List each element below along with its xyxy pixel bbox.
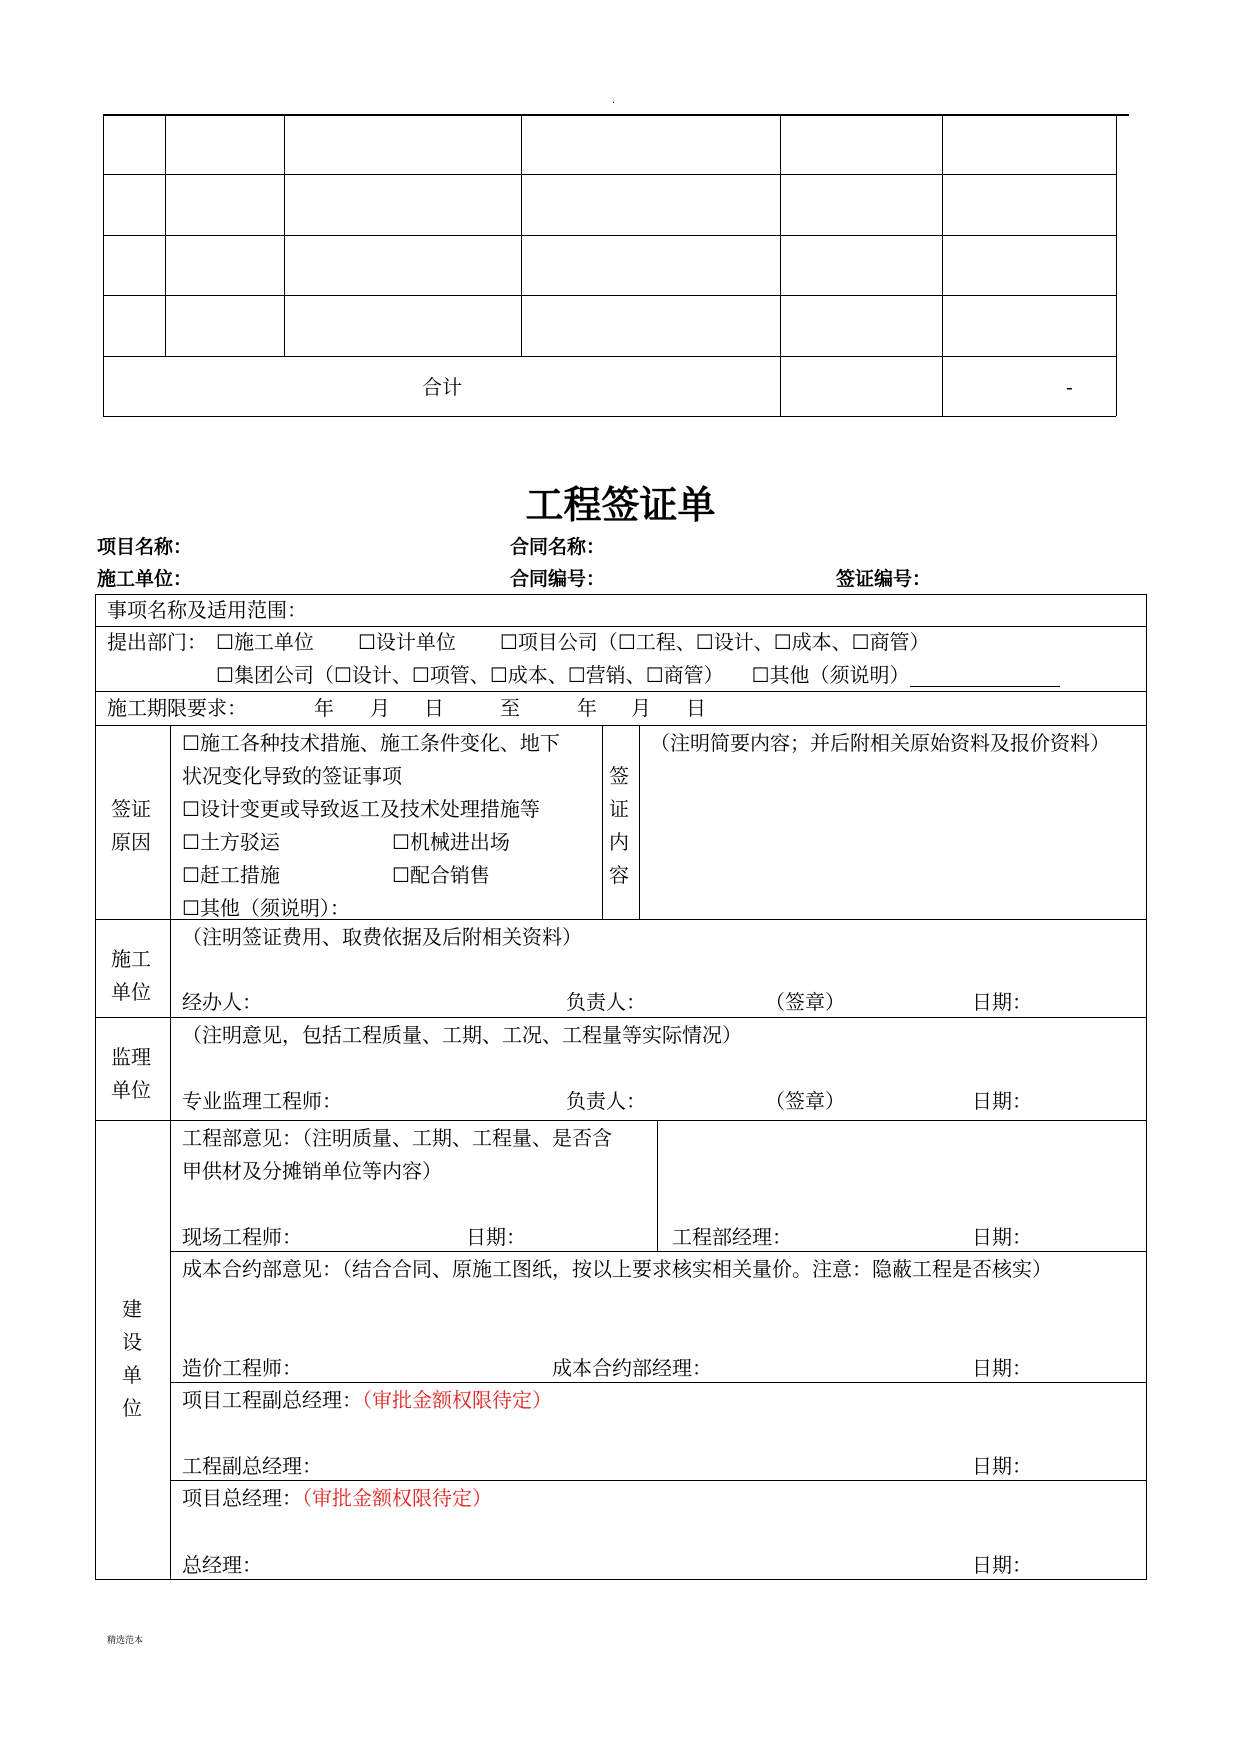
reason-option [392, 863, 490, 887]
content-label-char: 内 [609, 830, 629, 854]
checkbox-icon[interactable]: ☐ [411, 663, 430, 687]
reason-text: 施工各种技术措施、施工条件变化、地下 [199, 731, 560, 755]
checkbox-icon[interactable]: ☐ [182, 863, 200, 887]
checkbox-icon[interactable]: ☐ [182, 896, 200, 920]
supervision-note: （注明意见，包括工程质量、工期、工况、工程量等实际情况） [182, 1023, 742, 1047]
form-bottom-border [95, 1579, 1147, 1580]
checkbox-icon[interactable]: ☐ [499, 630, 518, 654]
dept-options-line-2 [216, 663, 1060, 687]
gm-signer-label: 总经理： [182, 1553, 262, 1577]
cost-manager-label: 成本合约部经理： [552, 1356, 712, 1380]
dept-suboption: 商管） [869, 630, 930, 654]
eng-dept-opinion: 工程部意见：（注明质量、工期、工程量、是否含 [182, 1126, 612, 1150]
table-row-divider [103, 174, 1116, 175]
date-label: 日期： [972, 990, 1032, 1014]
supervision-label-2: 单位 [111, 1078, 151, 1102]
period-unit: 月 [631, 696, 651, 720]
table-col-divider [521, 114, 522, 356]
supervision-engineer-label: 专业监理工程师： [182, 1089, 342, 1113]
checkbox-icon[interactable]: ☐ [851, 630, 870, 654]
deputy-gm-title [182, 1388, 552, 1412]
reason-option [392, 830, 510, 854]
table-bottom-border [103, 416, 1116, 417]
handler-label: 经办人： [182, 990, 262, 1014]
checkbox-icon[interactable]: ☐ [645, 663, 664, 687]
table-col-divider [165, 114, 166, 356]
checkbox-icon[interactable]: ☐ [489, 663, 508, 687]
checkbox-icon[interactable]: ☐ [182, 731, 200, 755]
owner-label-char: 设 [122, 1330, 142, 1354]
table-col-divider [780, 114, 781, 416]
period-unit: 日 [424, 696, 444, 720]
owner-label-char: 建 [122, 1297, 142, 1321]
total-label: 合计 [422, 375, 462, 399]
table-col-divider [942, 114, 943, 416]
contract-no-label: 合同编号： [510, 568, 606, 590]
dept-suboption: 工程、 [635, 630, 696, 654]
form-row-divider [95, 691, 1147, 692]
responsible-label: 负责人： [566, 1089, 646, 1113]
form-row-divider [95, 725, 1147, 726]
table-top-border [103, 114, 1129, 116]
date-label: 日期： [972, 1356, 1032, 1380]
date-label: 日期： [972, 1225, 1032, 1249]
dept-option-project-company: 项目公司（ [517, 630, 618, 654]
supervision-label-1: 监理 [111, 1045, 151, 1069]
reason-text: 机械进出场 [409, 830, 510, 854]
contract-name-label: 合同名称： [510, 536, 606, 558]
reason-text: 赶工措施 [199, 863, 280, 887]
visa-no-label: 签证编号： [836, 568, 932, 590]
gm-title-text: 项目总经理： [182, 1486, 302, 1510]
dept-suboption: 营销、 [585, 663, 646, 687]
construction-unit-label: 施工单位： [97, 568, 193, 590]
construction-note: （注明签证费用、取费依据及后附相关资料） [182, 925, 582, 949]
footer-text: 精选范本 [107, 1636, 144, 1646]
pending-note: （审批金额权限待定） [302, 1486, 492, 1510]
construction-label-2: 单位 [111, 980, 151, 1004]
checkbox-icon[interactable]: ☐ [216, 663, 234, 687]
project-name-label: 项目名称： [97, 536, 193, 558]
header-dot: . [612, 96, 615, 106]
form-row-divider [95, 626, 1147, 627]
other-dept-blank[interactable] [910, 666, 1060, 687]
owner-label-char: 位 [122, 1396, 142, 1420]
dept-suboption: 设计、 [351, 663, 412, 687]
seal-label: （签章） [765, 1089, 845, 1113]
dept-suboption: 项管、 [429, 663, 490, 687]
other-reason-blank[interactable] [350, 899, 546, 920]
form-title: 工程签证单 [525, 482, 716, 527]
site-engineer-label: 现场工程师： [182, 1225, 302, 1249]
form-row-divider [170, 1382, 1147, 1383]
checkbox-icon[interactable]: ☐ [392, 863, 410, 887]
form-row-divider [170, 1251, 1147, 1252]
table-col-divider [1116, 114, 1117, 416]
total-value: - [1066, 375, 1073, 399]
deputy-gm-signer-label: 工程副总经理： [182, 1454, 322, 1478]
deputy-gm-title-text: 项目工程副总经理： [182, 1388, 362, 1412]
period-unit: 日 [686, 696, 706, 720]
checkbox-icon[interactable]: ☐ [751, 663, 770, 687]
checkbox-icon[interactable]: ☐ [773, 630, 792, 654]
checkbox-icon[interactable]: ☐ [567, 663, 586, 687]
checkbox-icon[interactable]: ☐ [695, 630, 714, 654]
period-label: 施工期限要求： [107, 696, 247, 720]
dept-suboption: 成本、 [507, 663, 568, 687]
reason-option [182, 830, 280, 854]
form-row-divider [170, 1480, 1147, 1481]
form-left-border [95, 594, 96, 1579]
dept-suboption: 设计、 [713, 630, 774, 654]
period-unit: 月 [370, 696, 390, 720]
date-label: 日期： [972, 1089, 1032, 1113]
checkbox-icon[interactable]: ☐ [333, 663, 352, 687]
seal-label: （签章） [765, 990, 845, 1014]
period-unit: 年 [577, 696, 597, 720]
dept-option-group: 集团公司（ [233, 663, 334, 687]
reason-option [182, 896, 546, 920]
reason-text: 设计变更或导致返工及技术处理措施等 [199, 797, 540, 821]
form-row-divider [95, 1017, 1147, 1018]
form-col-divider [602, 725, 603, 919]
dept-suboption: 成本、 [791, 630, 852, 654]
checkbox-icon[interactable]: ☐ [182, 830, 200, 854]
reason-text: 其他（须说明）： [199, 896, 350, 920]
dept-option-design: 设计单位 [375, 630, 456, 654]
form-right-border [1146, 594, 1147, 1579]
content-label-char: 签 [609, 764, 629, 788]
dept-option-construction: 施工单位 [233, 630, 314, 654]
table-row-divider [103, 295, 1116, 296]
reason-text: 土方驳运 [199, 830, 280, 854]
eng-dept-opinion-cont: 甲供材及分摊销单位等内容） [182, 1159, 442, 1183]
table-col-divider [103, 114, 104, 416]
form-row-divider [95, 1120, 1147, 1121]
content-note: （注明简要内容；并后附相关原始资料及报价资料） [650, 731, 1110, 755]
reason-option [182, 797, 540, 821]
cost-engineer-label: 造价工程师： [182, 1356, 302, 1380]
table-row-divider [103, 356, 1116, 357]
responsible-label: 负责人： [566, 990, 646, 1014]
cost-dept-opinion: 成本合约部意见：（结合合同、原施工图纸，按以上要求核实相关量价。注意：隐蔽工程是否核实） [182, 1257, 1052, 1281]
period-unit: 至 [500, 696, 520, 720]
content-label-char: 证 [609, 797, 629, 821]
reason-option [182, 731, 560, 755]
table-row-divider [103, 235, 1116, 236]
checkbox-icon[interactable]: ☐ [617, 630, 636, 654]
form-label-col-divider [170, 725, 171, 1579]
owner-label-char: 单 [122, 1363, 142, 1387]
checkbox-icon[interactable]: ☐ [182, 797, 200, 821]
item-scope-label: 事项名称及适用范围： [107, 598, 307, 622]
construction-label-1: 施工 [111, 947, 151, 971]
date-label: 日期： [972, 1553, 1032, 1577]
gm-title [182, 1486, 492, 1510]
reason-label-2: 原因 [111, 830, 151, 854]
eng-manager-label: 工程部经理： [672, 1225, 792, 1249]
reason-text: 配合销售 [409, 863, 490, 887]
form-col-divider [639, 725, 640, 919]
dept-options-line-1 [216, 630, 930, 654]
dept-option-other: 其他（须说明） [769, 663, 910, 687]
reason-label-1: 签证 [111, 797, 151, 821]
period-unit: 年 [314, 696, 334, 720]
checkbox-icon[interactable]: ☐ [392, 830, 410, 854]
checkbox-icon[interactable]: ☐ [357, 630, 376, 654]
pending-note: （审批金额权限待定） [362, 1388, 552, 1412]
date-label: 日期： [972, 1454, 1032, 1478]
content-label-char: 容 [609, 863, 629, 887]
date-label: 日期： [466, 1225, 526, 1249]
checkbox-icon[interactable]: ☐ [216, 630, 234, 654]
table-col-divider [284, 114, 285, 356]
reason-option [182, 863, 280, 887]
dept-suboption: 商管） [663, 663, 724, 687]
form-col-divider [657, 1120, 658, 1251]
form-top-border [95, 594, 1147, 595]
dept-label: 提出部门： [107, 630, 207, 654]
reason-text-cont: 状况变化导致的签证事项 [182, 764, 402, 788]
